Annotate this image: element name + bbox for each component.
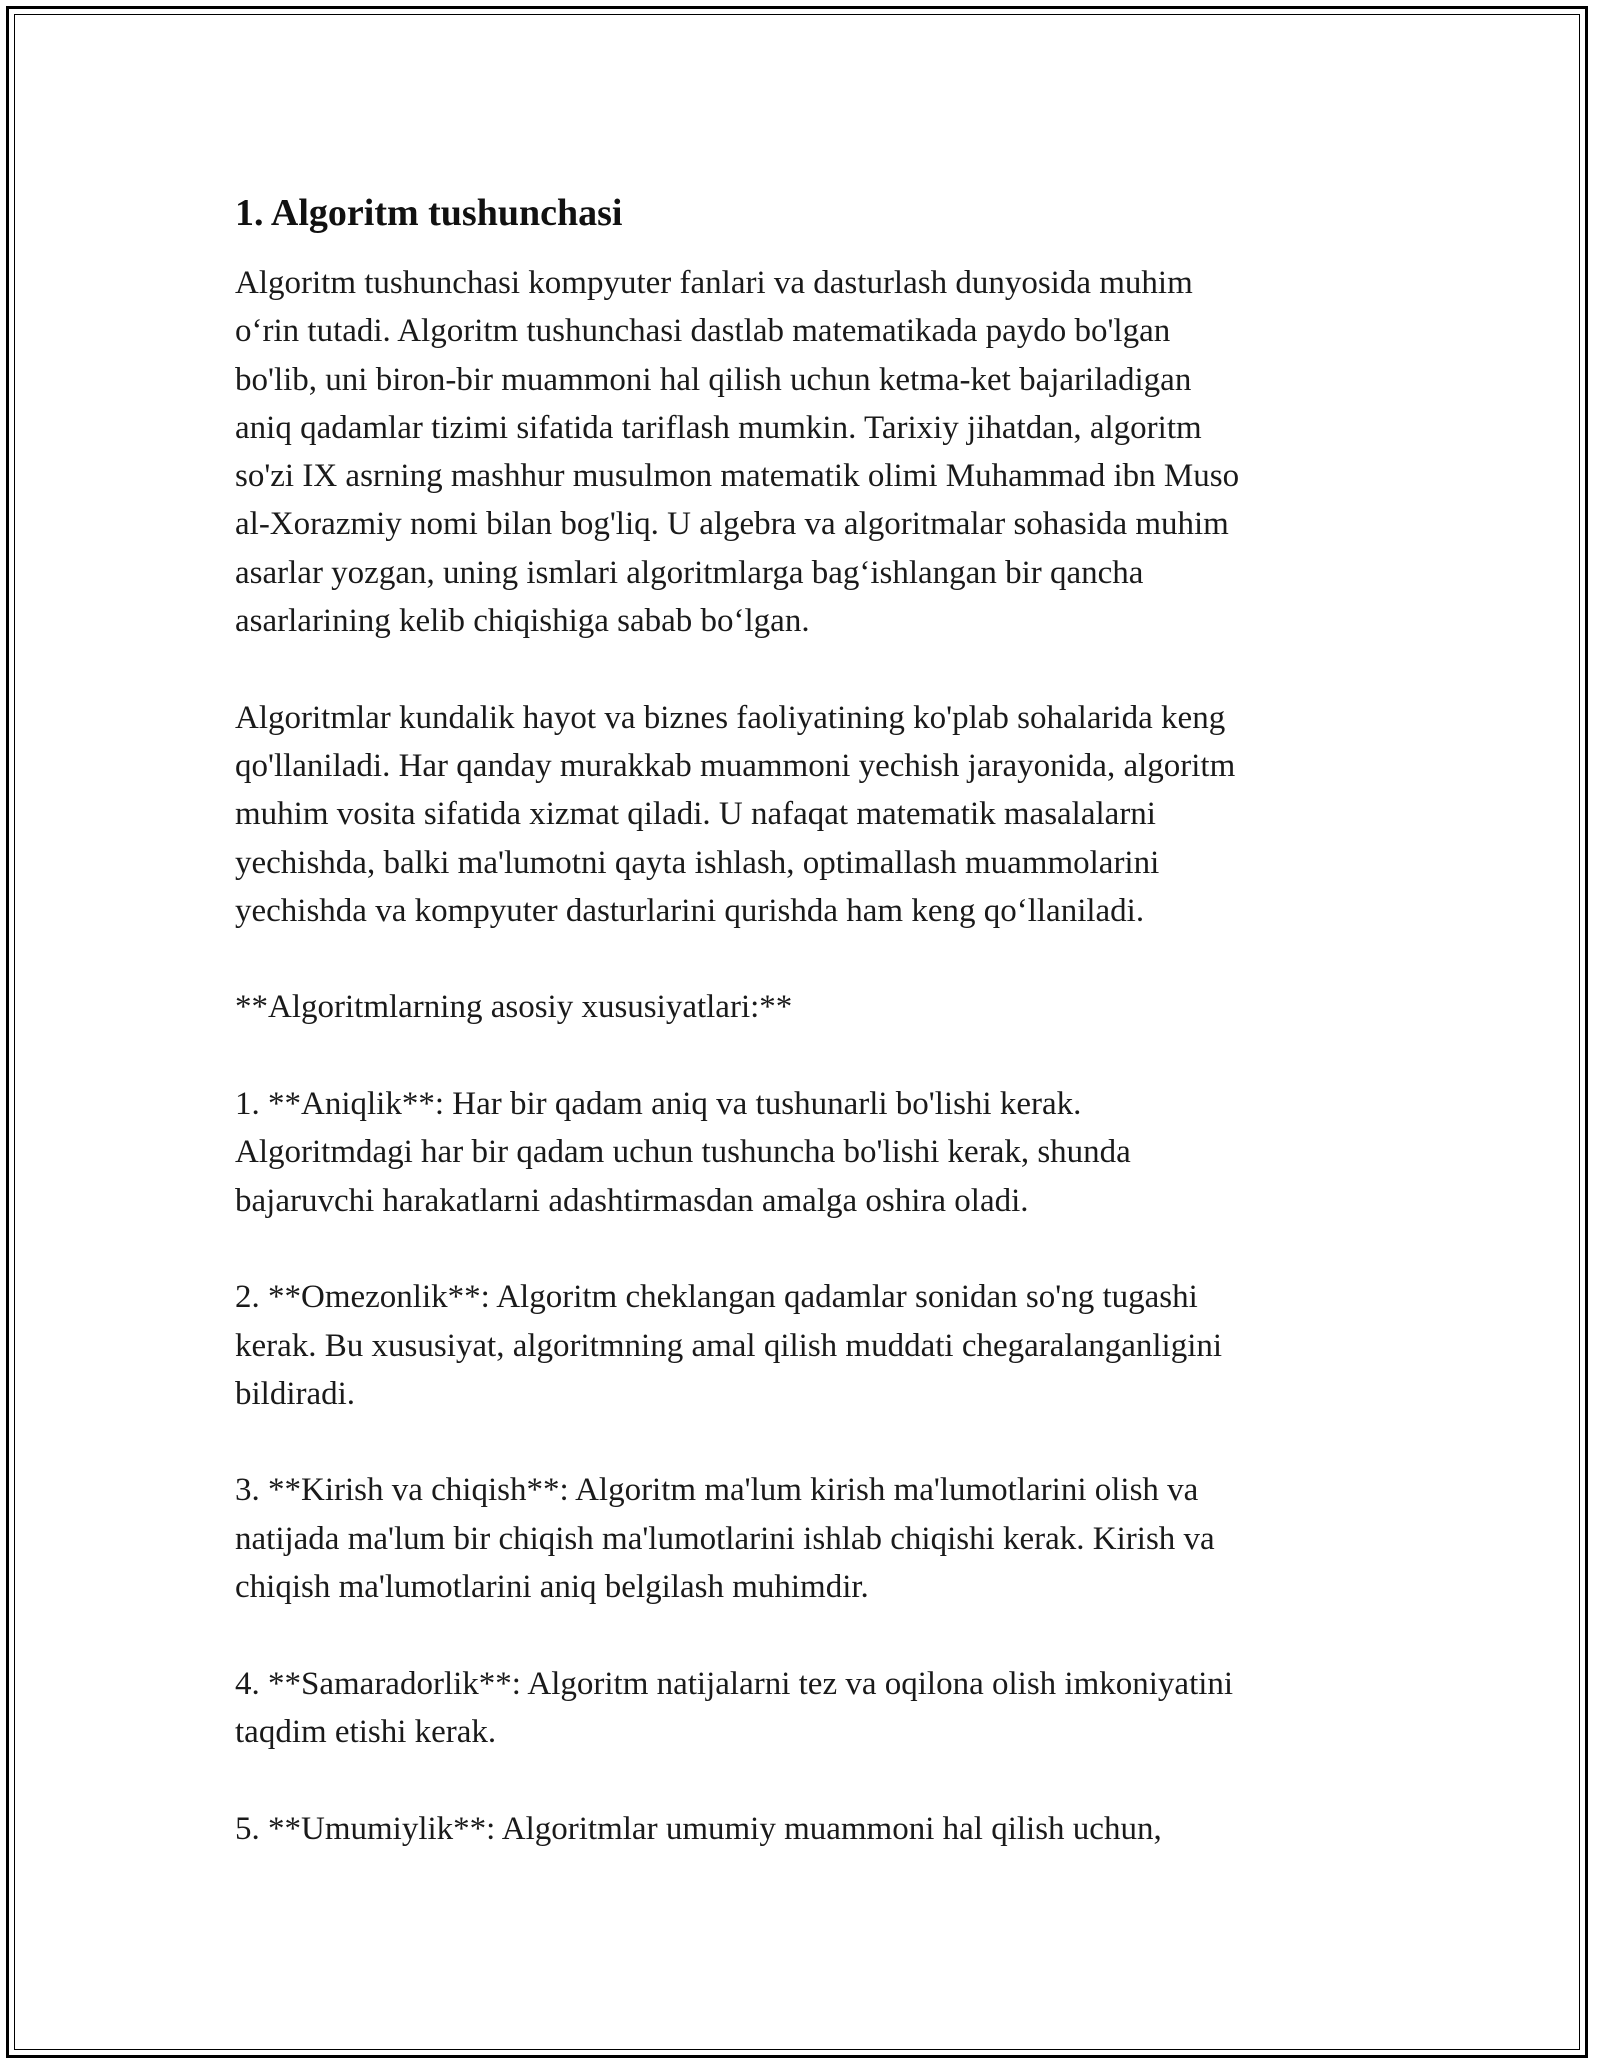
text-line: al-Xorazmiy nomi bilan bog'liq. U algebra va algoritmalar sohasida muhim xyxy=(235,506,1229,543)
text-line: **Algoritmlarning asosiy xususiyatlari:** xyxy=(235,989,793,1026)
text-line: o‘rin tutadi. Algoritm tushunchasi dastlab matematikada paydo bo'lgan xyxy=(235,313,1171,350)
text-line: kerak. Bu xususiyat, algoritmning amal qilish muddati chegaralanganligini xyxy=(235,1327,1223,1364)
text-line: natijada ma'lum bir chiqish ma'lumotlarini ishlab chiqishi kerak. Kirish va xyxy=(235,1520,1215,1557)
paragraph-usage xyxy=(235,694,1375,935)
text-line: yechishda, balki ma'lumotni qayta ishlash, optimallash muammolarini xyxy=(235,844,1160,881)
paragraph-properties-title xyxy=(235,983,1375,1031)
text-line: 5. **Umumiylik**: Algoritmlar umumiy muammoni hal qilish uchun, xyxy=(235,1810,1162,1847)
list-item-umumiylik xyxy=(235,1805,1375,1853)
text-line: bildiradi. xyxy=(235,1375,356,1412)
text-line: muhim vosita sifatida xizmat qiladi. U nafaqat matematik masalalarni xyxy=(235,796,1156,833)
text-line: yechishda va kompyuter dasturlarini qurishda ham keng qo‘llaniladi. xyxy=(235,892,1145,929)
text-line: aniq qadamlar tizimi sifatida tariflash mumkin. Tarixiy jihatdan, algoritm xyxy=(235,409,1202,446)
list-item-samaradorlik xyxy=(235,1660,1375,1757)
section-heading: 1. Algoritm tushunchasi xyxy=(235,192,623,234)
text-line: asarlarining kelib chiqishiga sabab bo‘lgan. xyxy=(235,603,810,640)
document-body xyxy=(235,185,1375,1901)
text-line: taqdim etishi kerak. xyxy=(235,1713,497,1750)
text-line: chiqish ma'lumotlarini aniq belgilash muhimdir. xyxy=(235,1569,869,1606)
text-line: bo'lib, uni biron-bir muammoni hal qilish uchun ketma-ket bajariladigan xyxy=(235,361,1192,398)
text-line: 1. **Aniqlik**: Har bir qadam aniq va tushunarli bo'lishi kerak. xyxy=(235,1086,1082,1123)
text-line: bajaruvchi harakatlarni adashtirmasdan amalga oshira oladi. xyxy=(235,1182,1029,1219)
paragraph-intro xyxy=(235,259,1375,645)
text-line: Algoritmdagi har bir qadam uchun tushuncha bo'lishi kerak, shunda xyxy=(235,1134,1131,1171)
text-line: 3. **Kirish va chiqish**: Algoritm ma'lum kirish ma'lumotlarini olish va xyxy=(235,1472,1199,1509)
text-line: so'zi IX asrning mashhur musulmon matematik olimi Muhammad ibn Muso xyxy=(235,458,1240,495)
text-line: qo'llaniladi. Har qanday murakkab muammoni yechish jarayonida, algoritm xyxy=(235,747,1236,784)
text-line: 4. **Samaradorlik**: Algoritm natijalarni tez va oqilona olish imkoniyatini xyxy=(235,1665,1234,1702)
list-item-omezonlik xyxy=(235,1273,1375,1418)
text-line: asarlar yozgan, uning ismlari algoritmlarga bag‘ishlangan bir qancha xyxy=(235,554,1144,591)
text-line: 2. **Omezonlik**: Algoritm cheklangan qadamlar sonidan so'ng tugashi xyxy=(235,1279,1198,1316)
list-item-kirish-chiqish xyxy=(235,1466,1375,1611)
text-line: Algoritm tushunchasi kompyuter fanlari va dasturlash dunyosida muhim xyxy=(235,265,1193,301)
list-item-aniqlik xyxy=(235,1080,1375,1225)
text-line: Algoritmlar kundalik hayot va biznes faoliyatining ko'plab sohalarida keng xyxy=(235,699,1226,736)
